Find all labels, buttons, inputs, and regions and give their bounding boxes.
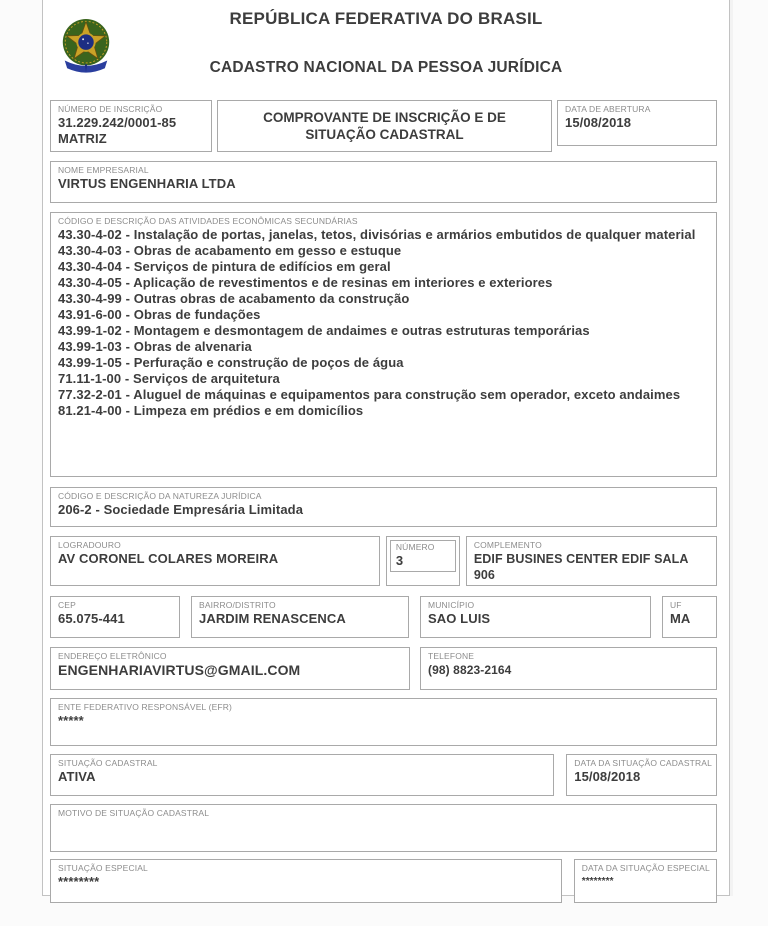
field-atividades-secundarias <box>50 212 717 477</box>
field-label: NÚMERO DE INSCRIÇÃO <box>58 104 163 114</box>
activity-item: 43.30-4-99 - Outras obras de acabamento da construção <box>58 291 410 306</box>
document-title-text: COMPROVANTE DE INSCRIÇÃO E DE SITUAÇÃO CADASTRAL <box>263 110 506 142</box>
status-value: ATIVA <box>58 769 96 784</box>
field-efr <box>50 698 717 746</box>
field-label: SITUAÇÃO ESPECIAL <box>58 863 148 873</box>
municipality-value: SAO LUIS <box>428 611 491 626</box>
district-value: JARDIM RENASCENCA <box>199 611 346 626</box>
company-name-value: VIRTUS ENGENHARIA LTDA <box>58 176 236 191</box>
opening-date-value: 15/08/2018 <box>565 115 632 130</box>
field-label: COMPLEMENTO <box>473 540 542 550</box>
special-status-value: ******** <box>58 874 100 889</box>
activity-item: 43.30-4-02 - Instalação de portas, janelas, tetos, divisórias e armários embutidos de qualquer material <box>58 227 696 242</box>
field-label: DATA DA SITUAÇÃO ESPECIAL <box>581 863 710 873</box>
complement-value: EDIF BUSINES CENTER EDIF SALA 906 <box>473 552 689 582</box>
efr-value: ***** <box>58 713 84 728</box>
field-data-situacao-cadastral <box>566 754 717 796</box>
registry-title: CADASTRO NACIONAL DA PESSOA JURÍDICA <box>209 59 563 76</box>
field-label: CÓDIGO E DESCRIÇÃO DA NATUREZA JURÍDICA <box>58 491 262 501</box>
field-telefone <box>420 647 717 690</box>
cep-value: 65.075-441 <box>58 611 125 626</box>
field-municipio <box>420 596 651 638</box>
activity-item: 43.30-4-04 - Serviços de pintura de edifícios em geral <box>58 259 391 274</box>
field-label: UF <box>670 600 682 610</box>
field-data-situacao-especial <box>574 859 717 903</box>
field-label: NOME EMPRESARIAL <box>58 165 149 175</box>
field-bairro-distrito <box>191 596 409 638</box>
field-label: CEP <box>58 600 76 610</box>
republic-title: REPÚBLICA FEDERATIVA DO BRASIL <box>229 9 543 28</box>
field-numero <box>386 536 460 586</box>
field-nome-empresarial <box>50 161 717 203</box>
activities-list <box>58 227 709 419</box>
field-label: MOTIVO DE SITUAÇÃO CADASTRAL <box>58 808 210 818</box>
activity-item: 43.91-6-00 - Obras de fundações <box>58 307 261 322</box>
field-uf <box>662 596 717 638</box>
field-situacao-cadastral <box>50 754 554 796</box>
document-title-box <box>217 100 552 152</box>
field-label: ENTE FEDERATIVO RESPONSÁVEL (EFR) <box>58 702 233 712</box>
email-value: ENGENHARIAVIRTUS@GMAIL.COM <box>58 662 301 678</box>
activity-item: 43.30-4-03 - Obras de acabamento em gesso e estuque <box>58 243 402 258</box>
street-number-value: 3 <box>395 553 404 568</box>
field-logradouro <box>50 536 380 586</box>
field-situacao-especial <box>50 859 562 903</box>
field-data-abertura <box>557 100 717 146</box>
state-value: MA <box>670 611 691 626</box>
field-label: DATA DA SITUAÇÃO CADASTRAL <box>574 758 712 768</box>
field-label: ENDEREÇO ELETRÔNICO <box>58 651 167 661</box>
street-value: AV CORONEL COLARES MOREIRA <box>58 551 279 566</box>
field-motivo-situacao-cadastral <box>50 804 717 852</box>
activity-item: 81.21-4-00 - Limpeza em prédios e em domicílios <box>58 403 364 418</box>
activity-item: 71.11-1-00 - Serviços de arquitetura <box>58 371 280 386</box>
field-cep <box>50 596 180 638</box>
field-numero-inner <box>390 540 456 572</box>
field-label: BAIRRO/DISTRITO <box>199 600 276 610</box>
cnpj-certificate-page <box>42 0 730 896</box>
field-label: TELEFONE <box>428 651 475 661</box>
field-label: CÓDIGO E DESCRIÇÃO DAS ATIVIDADES ECONÔMICAS SECUNDÁRIAS <box>58 216 358 226</box>
field-numero-inscricao <box>50 100 212 152</box>
activity-item: 43.30-4-05 - Aplicação de revestimentos e de resinas em interiores e exteriores <box>58 275 553 290</box>
special-status-date-value: ******** <box>581 876 614 887</box>
matriz-value: MATRIZ <box>58 131 107 146</box>
field-complemento <box>466 536 717 586</box>
activity-item: 77.32-2-01 - Aluguel de máquinas e equipamentos para construção sem operador, exceto andaimes <box>58 387 681 402</box>
legal-nature-value: 206-2 - Sociedade Empresária Limitada <box>58 502 304 517</box>
field-natureza-juridica <box>50 487 717 527</box>
field-label: DATA DE ABERTURA <box>565 104 651 114</box>
document-header <box>43 0 729 100</box>
field-label: SITUAÇÃO CADASTRAL <box>58 758 158 768</box>
phone-value: (98) 8823-2164 <box>428 663 512 677</box>
inscription-number-value: 31.229.242/0001-85 <box>58 115 177 130</box>
field-label: NÚMERO <box>395 542 435 552</box>
activity-item: 43.99-1-02 - Montagem e desmontagem de andaimes e outras estruturas temporárias <box>58 323 590 338</box>
activity-item: 43.99-1-05 - Perfuração e construção de poços de água <box>58 355 404 370</box>
status-date-value: 15/08/2018 <box>574 769 641 784</box>
field-label: MUNICÍPIO <box>428 600 475 610</box>
field-endereco-eletronico <box>50 647 410 690</box>
field-label: LOGRADOURO <box>58 540 121 550</box>
activity-item: 43.99-1-03 - Obras de alvenaria <box>58 339 252 354</box>
